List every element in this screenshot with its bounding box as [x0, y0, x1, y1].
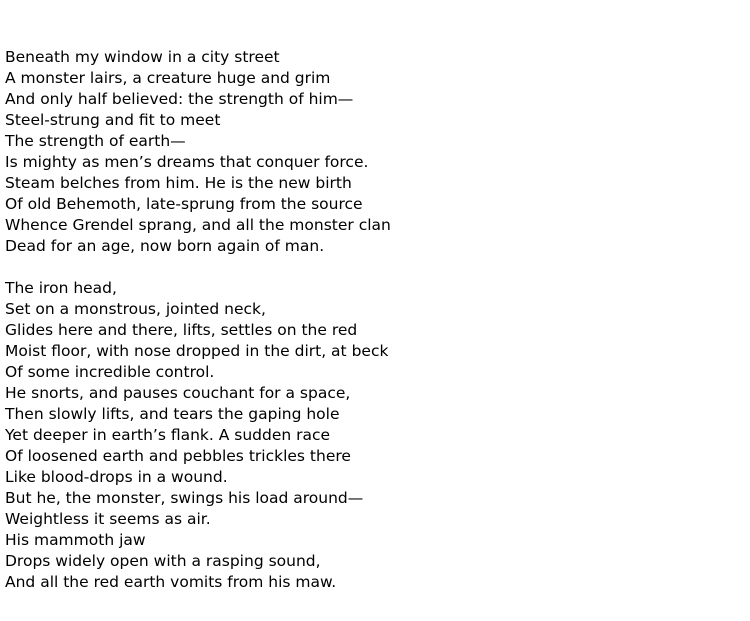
poem-line: Like blood-drops in a wound.	[5, 468, 228, 486]
poem-line: And all the red earth vomits from his maw.	[5, 573, 337, 591]
poem-line: Steel-strung and fit to meet	[5, 111, 221, 129]
poem-line: Dead for an age, now born again of man.	[5, 237, 325, 255]
stanza-1	[5, 47, 745, 257]
poem-line: Set on a monstrous, jointed neck,	[5, 300, 266, 318]
poem-line: Then slowly lifts, and tears the gaping hole	[5, 405, 340, 423]
poem-text	[5, 47, 745, 593]
poem-line: Of loosened earth and pebbles trickles there	[5, 447, 351, 465]
poem-line: But he, the monster, swings his load around—	[5, 489, 364, 507]
poem-line: Is mighty as men’s dreams that conquer force.	[5, 153, 369, 171]
poem-line: Beneath my window in a city street	[5, 48, 280, 66]
poem-line: Glides here and there, lifts, settles on the red	[5, 321, 358, 339]
poem-line: Of some incredible control.	[5, 363, 215, 381]
poem-line: Drops widely open with a rasping sound,	[5, 552, 321, 570]
poem-line: And only half believed: the strength of him—	[5, 90, 354, 108]
poem-line: His mammoth jaw	[5, 531, 146, 549]
poem-line: Moist floor, with nose dropped in the dirt, at beck	[5, 342, 389, 360]
poem-line: Of old Behemoth, late-sprung from the source	[5, 195, 363, 213]
poem-line: The strength of earth—	[5, 132, 186, 150]
poem-line: A monster lairs, a creature huge and grim	[5, 69, 331, 87]
poem-line: Whence Grendel sprang, and all the monster clan	[5, 216, 391, 234]
poem-line: The iron head,	[5, 279, 117, 297]
poem-line: Weightless it seems as air.	[5, 510, 211, 528]
poem-line: He snorts, and pauses couchant for a space,	[5, 384, 351, 402]
poem-line: Steam belches from him. He is the new birth	[5, 174, 352, 192]
poem-line: Yet deeper in earth’s flank. A sudden race	[5, 426, 331, 444]
stanza-2	[5, 278, 745, 593]
